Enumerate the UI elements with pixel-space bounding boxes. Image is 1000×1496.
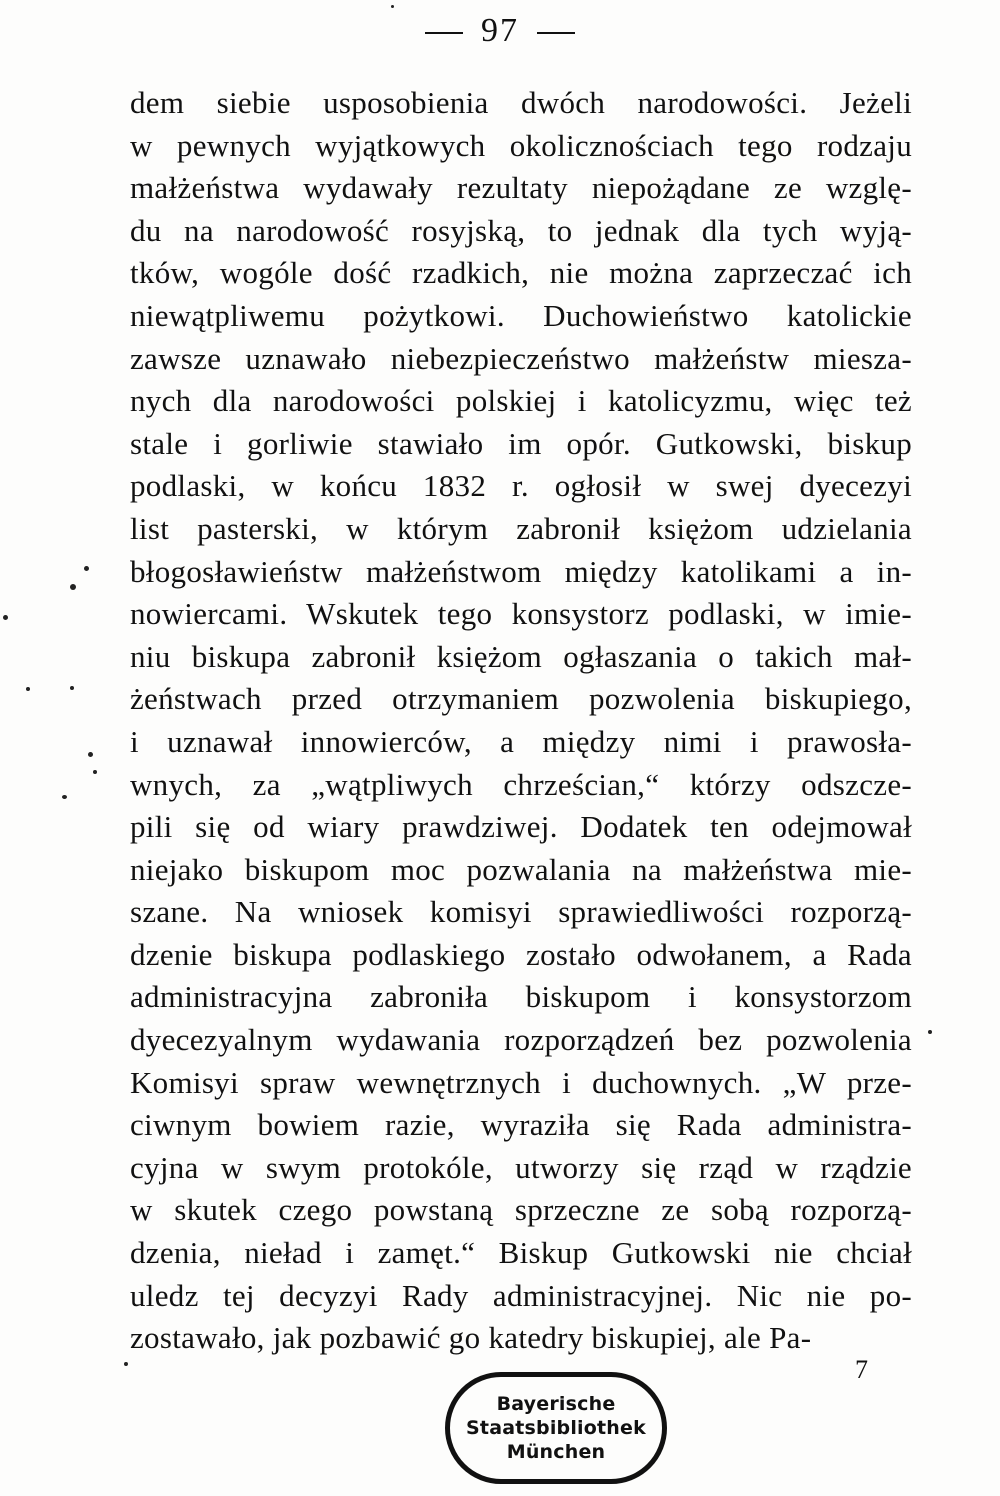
scan-speck [84,566,89,571]
scan-speck [70,686,74,690]
library-stamp [445,1372,667,1484]
scan-speck [70,584,76,590]
stamp-line: München [506,1441,606,1463]
text-line: cyjna w swym protokóle, utworzy się rząd w rządzie [130,1149,912,1185]
header-dash-left [425,32,463,34]
text-line: dzenia, nieład i zamęt.“ Biskup Gutkowski nie chciał [130,1235,912,1271]
text-line: nowiercami. Wskutek tego konsystorz podlaski, w imie- [130,596,912,632]
text-line: w skutek czego powstaną sprzeczne ze sobą rozporzą- [130,1192,912,1228]
scan-speck [62,795,67,799]
text-line: żeństwach przed otrzymaniem pozwolenia biskupiego, [130,681,912,717]
text-line: zostawało, jak pozbawić go katedry biskupiej, ale Pa- [130,1320,812,1356]
stamp-line: Staatsbibliothek [466,1417,646,1439]
text-line: Komisyi spraw wewnętrznych i duchownych. „W prze- [130,1064,912,1100]
text-line: stale i gorliwie stawiało im opór. Gutkowski, biskup [130,425,912,461]
text-line: ciwnym bowiem razie, wyraziła się Rada administra- [130,1107,912,1143]
page-header [0,12,1000,50]
text-line: du na narodowość rosyjską, to jednak dla tych wyją- [130,212,912,248]
text-line: wnych, za „wątpliwych chrześcian,“ którzy odszcze- [130,766,912,802]
scan-speck [26,687,30,691]
text-line: dzenie biskupa podlaskiego zostało odwołanem, a Rada [130,936,912,972]
text-line: i uznawał innowierców, a między nimi i prawosła- [130,723,912,759]
signature-mark: 7 [855,1355,868,1384]
text-line: podlaski, w końcu 1832 r. ogłosił w swej dyecezyi [130,468,912,504]
scan-speck [928,1030,932,1034]
text-line: tków, wogóle dość rzadkich, nie można zaprzeczać ich [130,255,912,291]
text-line: zawsze uznawało niebezpieczeństwo małżeństw miesza- [130,340,912,376]
text-line: błogosławieństw małżeństwom między katolikami a in- [130,553,912,589]
text-line: w pewnych wyjątkowych okolicznościach tego rodzaju [130,127,912,163]
scan-speck [93,770,97,774]
scan-speck [124,1362,128,1366]
text-line: małżeństwa wydawały rezultaty niepożądane ze wzglę- [130,170,912,206]
text-line: dyecezyalnym wydawania rozporządzeń bez pozwolenia [130,1022,912,1058]
text-line: nych dla narodowości polskiej i katolicyzmu, więc też [130,383,912,419]
text-line: dem siebie usposobienia dwóch narodowości. Jeżeli [130,85,912,120]
text-line: administracyjna zabroniła biskupom i konsystorzom [130,979,912,1015]
text-line: niejako biskupom moc pozwalania na małżeństwa mie- [130,851,912,887]
page-number: 97 [481,12,519,49]
text-line: szane. Na wniosek komisyi sprawiedliwości rozporzą- [130,894,912,930]
stamp-line: Bayerische [496,1393,616,1415]
text-line: list pasterski, w którym zabronił księżom udzielania [130,510,912,546]
text-line: pili się od wiary prawdziwej. Dodatek ten odejmował [130,809,912,845]
scan-speck [3,615,8,620]
scan-speck [88,752,93,757]
text-line: uledz tej decyzyi Rady administracyjnej. Nic nie po- [130,1277,912,1313]
body-text [130,82,912,1360]
header-dash-right [537,32,575,34]
text-line: niu biskupa zabronił księżom ogłaszania o takich mał- [130,638,912,674]
scan-speck [391,5,394,8]
text-line: niewątpliwemu pożytkowi. Duchowieństwo katolickie [130,297,912,333]
